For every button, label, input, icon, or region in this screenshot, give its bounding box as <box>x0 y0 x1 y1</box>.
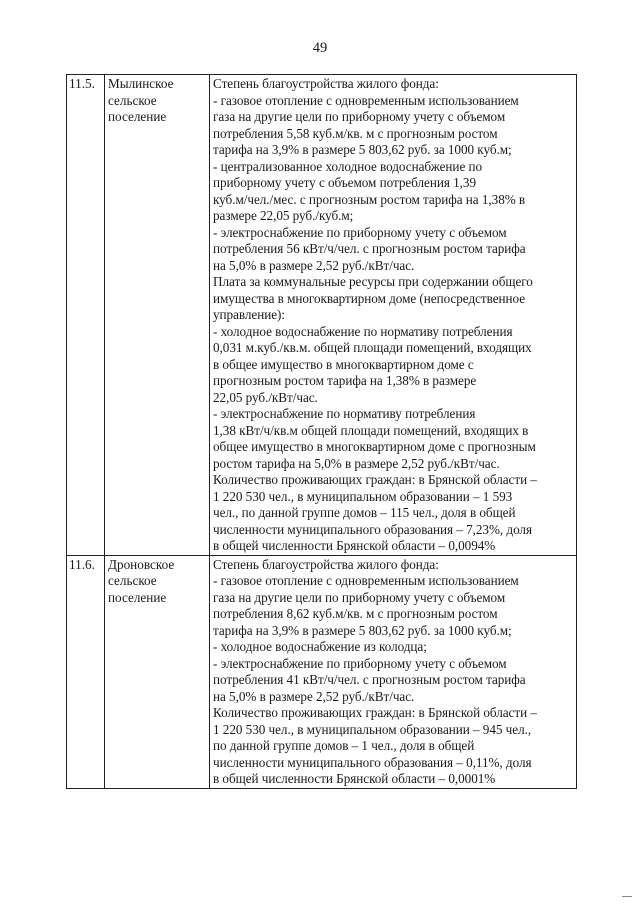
description-line: - электроснабжение по нормативу потребления <box>213 406 476 421</box>
settlement-name-line: Дроновское <box>108 556 175 572</box>
description-line: в общее имущество в многоквартирном доме с <box>213 356 474 372</box>
description-line: потребления 5,58 куб.м/кв. м с прогнозным ростом <box>213 125 498 141</box>
description-line: численности муниципального образования – 7,23%, доля <box>213 521 532 537</box>
description-line: - электроснабжение по приборному учету с объемом <box>213 224 507 240</box>
description-line: приборному учету с объемом потребления 1,39 <box>213 175 476 190</box>
description-line: потребления 56 кВт/ч/чел. с прогнозным ростом тарифа <box>213 241 526 256</box>
description-line: потребления 8,62 куб.м/кв. м с прогнозным ростом <box>213 606 498 621</box>
settlement-description <box>210 555 577 788</box>
description-line: в общей численности Брянской области – 0,0001% <box>213 771 496 786</box>
settlement-name-line: поселение <box>108 109 167 124</box>
page-number: 49 <box>312 40 328 56</box>
settlement-name-line: сельское <box>108 92 157 108</box>
description-line: 0,031 м.куб./кв.м. общей площади помещений, входящих <box>213 340 532 355</box>
description-line: управление): <box>213 307 286 322</box>
description-line: общее имущество в многоквартирном доме с прогнозным <box>213 439 536 454</box>
description-line: 1 220 530 чел., в муниципальном образовании – 945 чел., <box>213 721 532 737</box>
description-line: тарифа на 3,9% в размере 5 803,62 руб. за 1000 куб.м; <box>213 142 512 157</box>
row-number: 11.5. <box>67 75 105 556</box>
description-line: - централизованное холодное водоснабжение по <box>213 158 483 174</box>
table-body <box>67 75 577 789</box>
description-line: в общей численности Брянской области – 0,0094% <box>213 538 496 553</box>
settlement-name <box>105 555 210 788</box>
description-line: газа на другие цели по приборному учету с объемом <box>213 109 506 124</box>
settlement-name <box>105 75 210 556</box>
description-line: - газовое отопление с одновременным использованием <box>213 92 519 108</box>
description-line: имущества в многоквартирном доме (непосредственное <box>213 290 526 306</box>
description-line: ростом тарифа на 5,0% в размере 2,52 руб./кВт/час. <box>213 455 500 471</box>
description-line: куб.м/чел./мес. с прогнозным ростом тарифа на 1,38% в <box>213 191 526 207</box>
description-line: на 5,0% в размере 2,52 руб./кВт/час. <box>213 688 415 704</box>
description-line: - холодное водоснабжение по нормативу потребления <box>213 323 513 339</box>
row-number: 11.6. <box>67 555 105 788</box>
description-line: 22,05 руб./кВт/час. <box>213 389 318 405</box>
description-line: - газовое отопление с одновременным использованием <box>213 573 519 588</box>
description-line: чел., по данной группе домов – 115 чел., доля в общей <box>213 505 516 520</box>
settlement-description <box>210 75 577 556</box>
description-line: на 5,0% в размере 2,52 руб./кВт/час. <box>213 257 415 273</box>
description-line: численности муниципального образования – 0,11%, доля <box>213 754 532 770</box>
description-line: - холодное водоснабжение из колодца; <box>213 639 427 654</box>
description-line: 1,38 кВт/ч/кв.м общей площади помещений, входящих в <box>213 422 529 438</box>
table-row <box>67 75 577 556</box>
description-line: - электроснабжение по приборному учету с объемом <box>213 655 507 671</box>
scan-mark <box>622 896 632 897</box>
description-line: 1 220 530 чел., в муниципальном образовании – 1 593 <box>213 488 513 504</box>
settlements-table <box>66 74 577 789</box>
settlement-name-line: Мылинское <box>108 76 174 91</box>
description-line: Количество проживающих граждан: в Брянской области – <box>213 705 537 720</box>
description-line: прогнозным ростом тарифа на 1,38% в размере <box>213 373 477 388</box>
description-line: по данной группе домов – 1 чел., доля в общей <box>213 738 475 753</box>
description-line: Количество проживающих граждан: в Брянской области – <box>213 472 537 487</box>
description-line: газа на другие цели по приборному учету с объемом <box>213 589 506 605</box>
description-line: размере 22,05 руб./куб.м; <box>213 208 354 223</box>
description-line: Степень благоустройства жилого фонда: <box>213 76 439 91</box>
settlement-name-line: сельское <box>108 573 157 588</box>
settlement-name-line: поселение <box>108 589 167 605</box>
table-row <box>67 555 577 788</box>
description-line: Степень благоустройства жилого фонда: <box>213 556 439 572</box>
description-line: Плата за коммунальные ресурсы при содержании общего <box>213 274 533 289</box>
description-line: потребления 41 кВт/ч/чел. с прогнозным ростом тарифа <box>213 672 526 687</box>
description-line: тарифа на 3,9% в размере 5 803,62 руб. за 1000 куб.м; <box>213 622 512 638</box>
